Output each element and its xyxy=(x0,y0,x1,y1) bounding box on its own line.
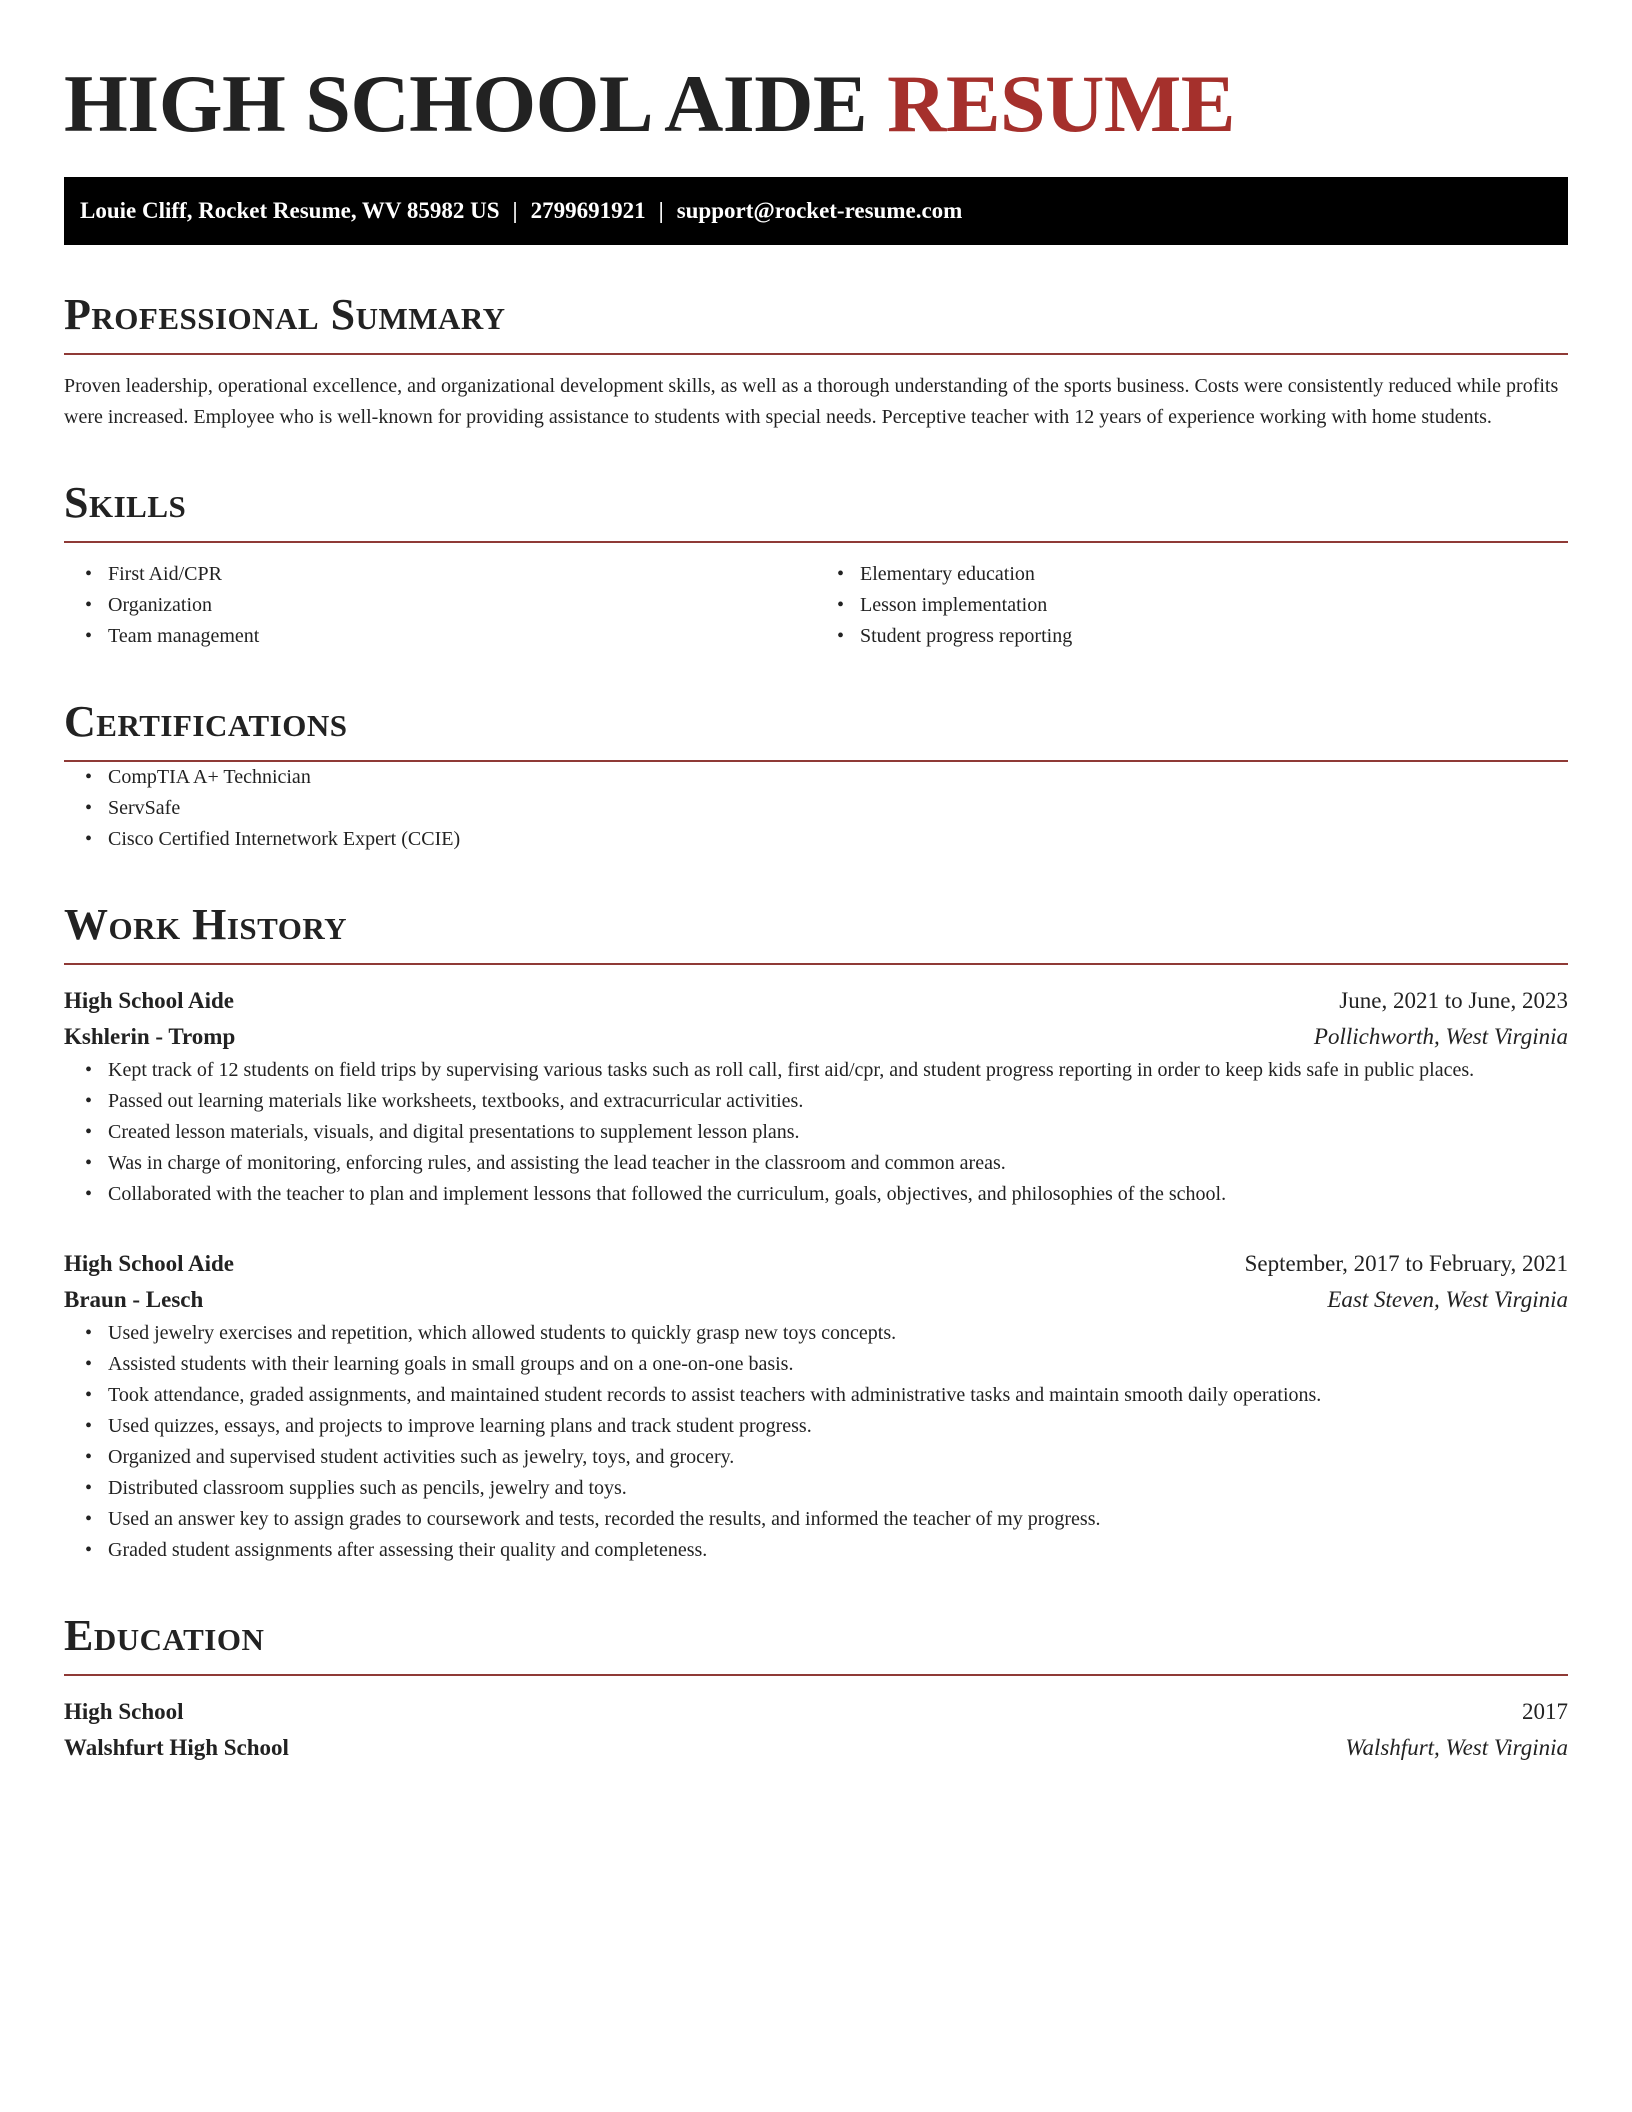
job-header-row xyxy=(64,1246,1568,1282)
job-duty-item: • Graded student assignments after assessing their quality and completeness. xyxy=(108,1535,1568,1566)
certifications-heading: Certifications xyxy=(64,696,1568,762)
work-history-heading: Work History xyxy=(64,899,1568,965)
contact-email: support@rocket-resume.com xyxy=(676,198,963,223)
contact-separator: | xyxy=(658,198,664,223)
job-company: Kshlerin - Tromp xyxy=(64,1024,236,1049)
skills-list-right xyxy=(816,559,1568,652)
job-duty-item: • Took attendance, graded assignments, and maintained student records to assist teachers with administrative tasks and maintain smooth daily operations. xyxy=(108,1380,1568,1411)
certification-item: • CompTIA A+ Technician xyxy=(108,762,1568,793)
certifications-list xyxy=(64,762,1568,855)
skills-list-left xyxy=(64,559,816,652)
job-duty-item: • Passed out learning materials like worksheets, textbooks, and extracurricular activities. xyxy=(108,1086,1568,1117)
job-location: Pollichworth, West Virginia xyxy=(1313,1024,1568,1049)
job-company-row xyxy=(64,1282,1568,1318)
job-title: High School Aide xyxy=(64,988,234,1013)
skills-section xyxy=(64,477,1568,652)
contact-address: Louie Cliff, Rocket Resume, WV 85982 US xyxy=(80,198,500,223)
job-dates: June, 2021 to June, 2023 xyxy=(1339,988,1568,1013)
certification-item: • Cisco Certified Internetwork Expert (CCIE) xyxy=(108,824,1568,855)
job-duty-item: • Distributed classroom supplies such as pencils, jewelry and toys. xyxy=(108,1473,1568,1504)
education-school: Walshfurt High School xyxy=(64,1735,289,1760)
job-company: Braun - Lesch xyxy=(64,1287,204,1312)
summary-text: Proven leadership, operational excellence, and organizational development skills, as well as a thorough understanding of the sports business. Costs were consistently reduced while profits were increased. Employee who is well-known for providing assistance to students with special needs. Perceptive teacher with 12 years of experience working with home students. xyxy=(64,375,1559,428)
job-duties-list xyxy=(64,1318,1568,1566)
title-accent: RESUME xyxy=(887,58,1235,149)
resume-title xyxy=(64,56,1568,152)
job-duty-item: • Kept track of 12 students on field trips by supervising various tasks such as roll call, first aid/cpr, and student progress reporting in order to keep kids safe in public places. xyxy=(108,1055,1568,1086)
work-history-section xyxy=(64,899,1568,1566)
job-header-row xyxy=(64,983,1568,1019)
job-entry xyxy=(64,1246,1568,1566)
skill-item: • Organization xyxy=(108,590,816,621)
job-duty-item: • Used jewelry exercises and repetition, which allowed students to quickly grasp new toys concepts. xyxy=(108,1318,1568,1349)
skills-column-left xyxy=(64,559,816,652)
education-degree-row xyxy=(64,1694,1568,1730)
skill-item: • Elementary education xyxy=(860,559,1568,590)
contact-bar xyxy=(64,177,1568,245)
summary-heading: Professional Summary xyxy=(64,289,1568,355)
job-duty-item: • Was in charge of monitoring, enforcing rules, and assisting the lead teacher in the classroom and common areas. xyxy=(108,1148,1568,1179)
job-company-row xyxy=(64,1019,1568,1055)
education-entry xyxy=(64,1694,1568,1766)
skill-item: • Lesson implementation xyxy=(860,590,1568,621)
job-duty-item: • Used quizzes, essays, and projects to improve learning plans and track student progress. xyxy=(108,1411,1568,1442)
job-duty-item: • Created lesson materials, visuals, and digital presentations to supplement lesson plans. xyxy=(108,1117,1568,1148)
certification-item: • ServSafe xyxy=(108,793,1568,824)
title-main: HIGH SCHOOL AIDE xyxy=(64,58,868,149)
job-duty-item: • Assisted students with their learning goals in small groups and on a one-on-one basis. xyxy=(108,1349,1568,1380)
skills-heading: Skills xyxy=(64,477,1568,543)
education-year: 2017 xyxy=(1522,1699,1568,1724)
summary-section xyxy=(64,289,1568,433)
education-degree: High School xyxy=(64,1699,184,1724)
education-location: Walshfurt, West Virginia xyxy=(1345,1735,1568,1760)
job-duties-list xyxy=(64,1055,1568,1210)
job-entry xyxy=(64,983,1568,1210)
job-duty-item: • Collaborated with the teacher to plan and implement lessons that followed the curriculum, goals, objectives, and philosophies of the school. xyxy=(108,1179,1568,1210)
skill-item: • First Aid/CPR xyxy=(108,559,816,590)
education-school-row xyxy=(64,1730,1568,1766)
skills-columns xyxy=(64,559,1568,652)
certifications-section xyxy=(64,696,1568,855)
skills-column-right xyxy=(816,559,1568,652)
education-heading: Education xyxy=(64,1610,1568,1676)
skill-item: • Team management xyxy=(108,621,816,652)
job-duty-item: • Used an answer key to assign grades to coursework and tests, recorded the results, and informed the teacher of my progress. xyxy=(108,1504,1568,1535)
job-location: East Steven, West Virginia xyxy=(1327,1287,1568,1312)
contact-separator: | xyxy=(512,198,518,223)
skill-item: • Student progress reporting xyxy=(860,621,1568,652)
education-section xyxy=(64,1610,1568,1766)
job-duty-item: • Organized and supervised student activities such as jewelry, toys, and grocery. xyxy=(108,1442,1568,1473)
job-title: High School Aide xyxy=(64,1251,234,1276)
job-dates: September, 2017 to February, 2021 xyxy=(1244,1251,1568,1276)
contact-phone: 2799691921 xyxy=(530,198,646,223)
